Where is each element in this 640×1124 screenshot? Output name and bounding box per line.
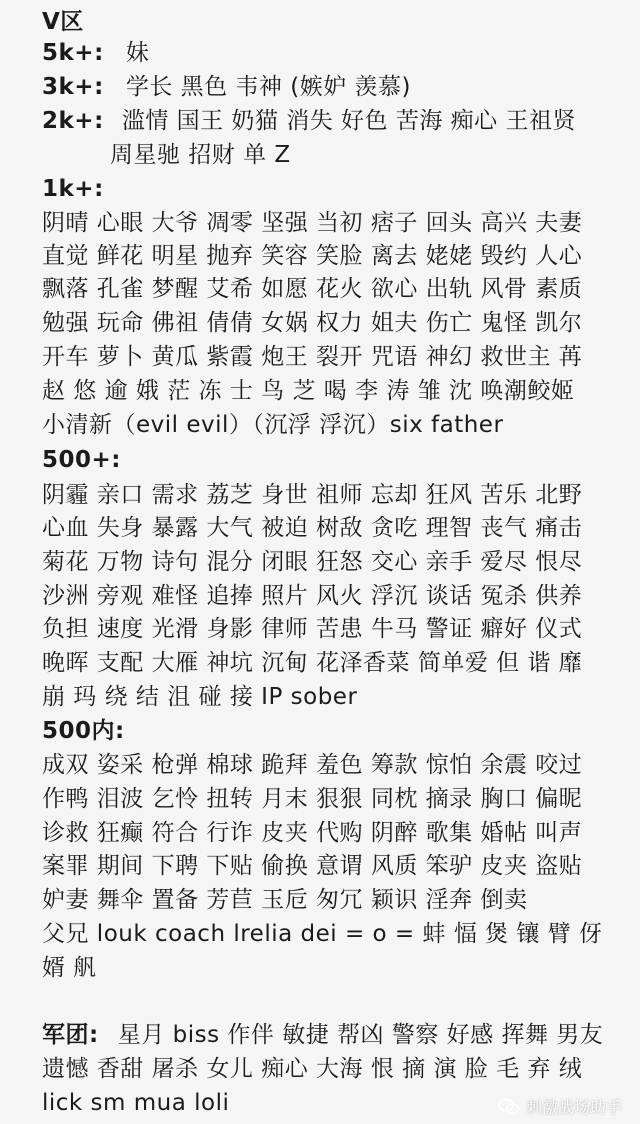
section-legion-line: 星月 biss 作伴 敏捷 帮凶 警察 好感 挥舞 男友: [117, 1022, 604, 1048]
list-line: 负担 速度 光滑 身影 律师 苦患 牛马 警证 癖好 仪式: [42, 616, 583, 642]
section-5k: [42, 37, 149, 69]
list-line: 崩 玛 绕 结 沮 碰 接 IP sober: [42, 684, 358, 710]
section-1k-line: [42, 240, 582, 272]
list-line: 直觉 鲜花 明星 抛弃 笑容 笑脸 离去 姥姥 毁约 人心: [42, 243, 583, 269]
page-title: [42, 6, 84, 38]
list-line: 成双 姿采 枪弹 棉球 跪拜 羞色 筹款 惊怕 余震 咬过: [42, 752, 583, 778]
section-500-plus-line: [42, 681, 357, 713]
list-line: 作鸭 泪波 乞怜 扭转 月末 狠狠 同枕 摘录 胸口 偏昵: [42, 786, 583, 812]
section-500-in-line: [42, 817, 582, 849]
list-line: 赵 悠 逾 娥 茫 冻 士 鸟 芝 喝 李 涛 雏 沈 唤潮鲛姬: [42, 378, 575, 404]
section-1k: [42, 173, 104, 205]
section-500-in-label: 500内:: [42, 718, 125, 744]
section-500-plus-line: [42, 613, 582, 645]
section-2k-label: 2k+:: [42, 108, 104, 134]
section-500-plus: [42, 444, 121, 476]
list-line: 诊救 狂癫 符合 行诈 皮夹 代购 阴醉 歌集 婚帖 叫声: [42, 820, 583, 846]
section-500-plus-line: [42, 512, 582, 544]
section-legion: [42, 1019, 603, 1051]
list-line: 沙洲 旁观 难怪 追捧 照片 风火 浮沉 谈话 冤杀 供养: [42, 583, 583, 609]
section-1k-line: [42, 375, 574, 407]
list-line: 妒妻 舞伞 置备 芳苣 玉卮 匆冗 颖识 淫奔 倒卖: [42, 887, 528, 913]
section-5k-label: 5k+:: [42, 40, 104, 66]
watermark-text: 刺激战场助手: [525, 1098, 622, 1117]
wechat-icon: [498, 1098, 520, 1116]
section-3k-line: 学长 黑色 韦神 (嫉妒 羡慕): [125, 74, 412, 100]
list-line: 晚晖 支配 大雁 神坑 沉甸 花泽香菜 简单爱 但 谐 靡: [42, 650, 583, 676]
list-line: 案罪 期间 下聘 下贴 偷换 意谓 风质 笨驴 皮夹 盗贴: [42, 853, 583, 879]
section-500-in-line: [42, 850, 582, 882]
section-1k-line: [42, 341, 582, 373]
section-500-plus-line: [42, 580, 582, 612]
list-line: lick sm mua loli: [42, 1090, 230, 1116]
section-5k-line: 妹: [125, 40, 150, 66]
section-500-plus-line: [42, 647, 582, 679]
section-2k-line-2-text: 周星驰 招财 单 Z: [110, 142, 291, 168]
section-500-in-line: [42, 749, 582, 781]
section-legion-line: [42, 1087, 229, 1119]
list-line: 阴霾 亲口 需求 荔芝 身世 祖师 忘却 狂风 苦乐 北野: [42, 482, 583, 508]
list-line: 小清新（evil evil）（沉浮 浮沉）six father: [42, 412, 504, 438]
section-500-plus-label: 500+:: [42, 447, 121, 473]
list-line: 婿 舤: [42, 955, 97, 981]
section-500-in-line: [42, 884, 528, 916]
section-2k: [42, 105, 576, 137]
list-line: 父兄 louk coach lrelia dei = o = 蚌 愊 煲 镶 臂 伢: [42, 921, 603, 947]
section-500-plus-line: [42, 479, 582, 511]
section-2k-line-2: [110, 139, 291, 171]
section-legion-line: [42, 1053, 582, 1085]
section-3k-label: 3k+:: [42, 74, 104, 100]
section-legion-label: 军团:: [42, 1022, 99, 1048]
list-line: 遗憾 香甜 屠杀 女儿 痴心 大海 恨 摘 演 脸 毛 弃 绒: [42, 1056, 583, 1082]
list-line: 飘落 孔雀 梦醒 艾希 如愿 花火 欲心 出轨 风骨 素质: [42, 276, 583, 302]
list-line: 开车 萝卜 黄瓜 紫霞 炮王 裂开 咒语 神幻 救世主 苒: [42, 344, 583, 370]
section-1k-line: [42, 207, 582, 239]
section-3k: [42, 71, 411, 103]
list-line: 心血 失身 暴露 大气 被迫 树敌 贪吃 理智 丧气 痛击: [42, 515, 583, 541]
section-500-in: [42, 715, 125, 747]
title-text: V区: [42, 9, 84, 35]
list-line: 勉强 玩命 佛祖 倩倩 女娲 权力 姐夫 伤亡 鬼怪 凯尔: [42, 310, 583, 336]
list-line: 阴晴 心眼 大爷 凋零 坚强 当初 痞子 回头 高兴 夫妻: [42, 210, 583, 236]
section-2k-line: 滥情 国王 奶猫 消失 好色 苦海 痴心 王祖贤: [121, 108, 576, 134]
section-1k-line: [42, 307, 582, 339]
section-1k-line: [42, 273, 582, 305]
section-500-in-line: [42, 783, 582, 815]
section-500-plus-line: [42, 546, 582, 578]
list-line: 菊花 万物 诗句 混分 闭眼 狂怒 交心 亲手 爱尽 恨尽: [42, 549, 583, 575]
section-1k-label: 1k+:: [42, 176, 104, 202]
section-1k-line: [42, 409, 503, 441]
watermark: [498, 1095, 622, 1118]
section-500-in-line: [42, 952, 97, 984]
section-500-in-line: [42, 918, 603, 950]
